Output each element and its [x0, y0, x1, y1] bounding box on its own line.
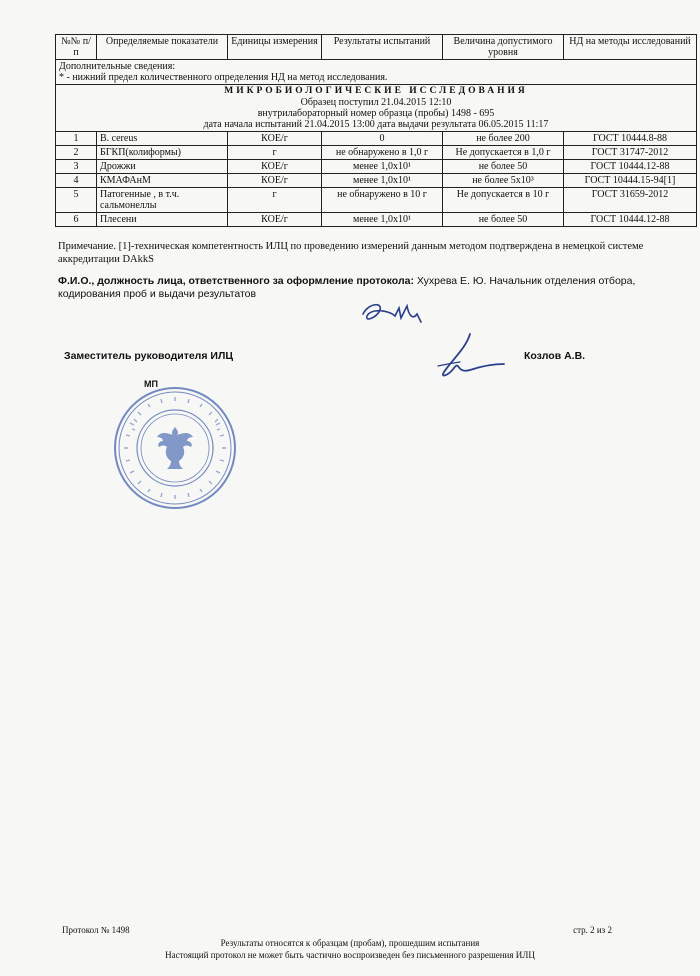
table-row [56, 174, 697, 188]
cell-unit: КОЕ/г [228, 160, 322, 174]
cell-indicator: B. cereus [97, 132, 228, 146]
header-num: №№ п/п [56, 35, 97, 60]
deputy-name: Козлов А.В. [524, 350, 586, 362]
cell-limit: Не допускается в 10 г [443, 188, 564, 213]
cell-result: не обнаружено в 10 г [322, 188, 443, 213]
accreditation-note: Примечание. [1]-техническая компетентность ИЛЦ по проведению измерений данным методом подтверждена в немецкой системе аккредитации DAkkS [58, 241, 644, 265]
cell-method: ГОСТ 10444.12-88 [564, 160, 697, 174]
cell-result: менее 1,0x10¹ [322, 174, 443, 188]
cell-result: менее 1,0x10¹ [322, 160, 443, 174]
cell-indicator: КМАФАнМ [97, 174, 228, 188]
cell-unit: КОЕ/г [228, 132, 322, 146]
responsible-label: Ф.И.О., должность лица, ответственного за оформление протокола: [58, 275, 414, 287]
header-result: Результаты испытаний [322, 35, 443, 60]
results-table [55, 34, 697, 227]
official-seal-icon [110, 383, 240, 513]
cell-method: ГОСТ 31747-2012 [564, 146, 697, 160]
cell-limit: не более 50 [443, 213, 564, 227]
additional-info-row [56, 60, 697, 85]
cell-limit: не более 50 [443, 160, 564, 174]
cell-method: ГОСТ 10444.8-88 [564, 132, 697, 146]
cell-limit: Не допускается в 1,0 г [443, 146, 564, 160]
responsible-value: Хухрева Е. Ю. Начальник отделения отбора, кодирования проб и выдачи результатов [58, 275, 636, 300]
footer-protocol-number: Протокол № 1498 [62, 925, 130, 935]
cell-indicator: Патогенные , в т.ч. сальмонеллы [97, 188, 228, 213]
cell-unit: КОЕ/г [228, 213, 322, 227]
footer-disclaimer [0, 937, 700, 961]
table-header-row [56, 35, 697, 60]
section-title: МИКРОБИОЛОГИЧЕСКИЕ ИССЛЕДОВАНИЯ [224, 86, 528, 96]
additional-info-text: * - нижний предел количественного определения НД на метод исследования. [59, 72, 388, 83]
cell-unit: г [228, 188, 322, 213]
cell-result: не обнаружено в 1,0 г [322, 146, 443, 160]
section-line-received: Образец поступил 21.04.2015 12:10 [300, 97, 452, 108]
cell-unit: КОЕ/г [228, 174, 322, 188]
footer-page-number: стр. 2 из 2 [573, 925, 612, 935]
cell-num: 3 [56, 160, 97, 174]
cell-indicator: Дрожжи [97, 160, 228, 174]
cell-num: 2 [56, 146, 97, 160]
cell-limit: не более 200 [443, 132, 564, 146]
deputy-signature [430, 330, 510, 382]
header-limit: Величина допустимого уровня [443, 35, 564, 60]
mp-label: МП [144, 379, 158, 389]
header-indicator: Определяемые показатели [97, 35, 228, 60]
responsible-signature [355, 296, 435, 336]
cell-method: ГОСТ 10444.12-88 [564, 213, 697, 227]
table-row [56, 213, 697, 227]
deputy-label: Заместитель руководителя ИЛЦ [64, 350, 233, 362]
table-row [56, 160, 697, 174]
cell-result: 0 [322, 132, 443, 146]
cell-indicator: Плесени [97, 213, 228, 227]
additional-info-label: Дополнительные сведения: [59, 61, 176, 72]
cell-num: 4 [56, 174, 97, 188]
footer-line-2: Настоящий протокол не может быть частично воспроизведен без письменного разрешения ИЛЦ [165, 950, 535, 960]
cell-unit: г [228, 146, 322, 160]
cell-limit: не более 5x10³ [443, 174, 564, 188]
additional-info-cell [56, 60, 697, 85]
cell-num: 5 [56, 188, 97, 213]
header-unit: Единицы измерения [228, 35, 322, 60]
cell-num: 6 [56, 213, 97, 227]
table-row [56, 146, 697, 160]
header-method: НД на методы исследований [564, 35, 697, 60]
cell-result: менее 1,0x10¹ [322, 213, 443, 227]
table-row [56, 188, 697, 213]
table-row [56, 132, 697, 146]
cell-method: ГОСТ 10444.15-94[1] [564, 174, 697, 188]
section-line-dates: дата начала испытаний 21.04.2015 13:00 дата выдачи результата 06.05.2015 11:17 [203, 119, 549, 130]
cell-num: 1 [56, 132, 97, 146]
cell-indicator: БГКП(колиформы) [97, 146, 228, 160]
cell-method: ГОСТ 31659-2012 [564, 188, 697, 213]
footer-line-1: Результаты относятся к образцам (пробам), прошедшим испытания [220, 938, 480, 948]
section-line-sample-number: внутрилабораторный номер образца (пробы) 1498 - 695 [257, 108, 495, 119]
section-cell [56, 85, 697, 132]
section-row [56, 85, 697, 132]
